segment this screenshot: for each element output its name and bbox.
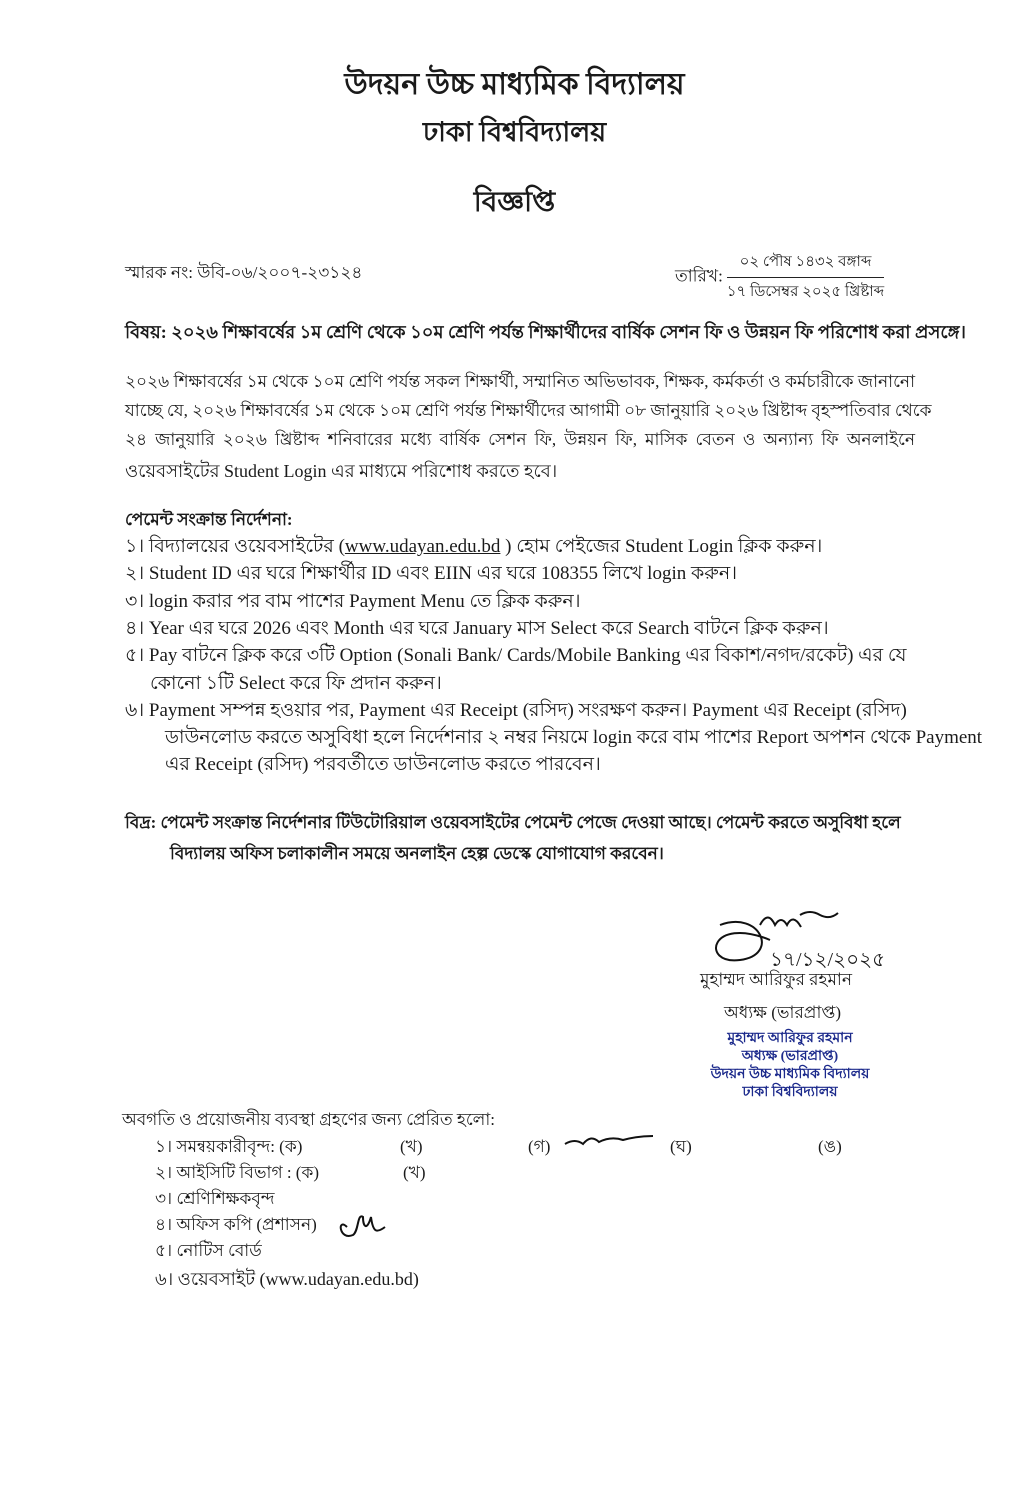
body-line: ২৪ জানুয়ারি ২০২৬ খ্রিষ্টাব্দ শনিবারের মধ্যে বার্ষিক সেশন ফি, উন্নয়ন ফি, মাসিক বেতন ও অন্যান্য ফি অনলাইনে (125, 430, 915, 449)
distribution-row-6: ৬। ওয়েবসাইট (www.udayan.edu.bd) (155, 1269, 419, 1289)
body-line: যাচ্ছে যে, ২০২৬ শিক্ষাবর্ষের ১ম থেকে ১০ম শ্রেণি পর্যন্ত শিক্ষার্থীদের আগামী ০৮ জানুয়ারি ২০২৬ খ্রিষ্টাব্দ বৃহস্পতিবার থেকে (125, 401, 932, 420)
stamp-line: উদয়ন উচ্চ মাধ্যমিক বিদ্যালয় (710, 1067, 870, 1082)
signature-date: ১৭/১২/২০২৫ (770, 949, 886, 971)
dist-ga: (গ) (528, 1137, 551, 1156)
dist-gha: (ঘ) (670, 1137, 692, 1156)
signatory-name: মুহাম্মদ আরিফুর রহমান (700, 970, 852, 989)
official-stamp (680, 1030, 900, 1102)
note-line: বিদ্র: পেমেন্ট সংক্রান্ত নির্দেশনার টিউটোরিয়াল ওয়েবসাইটের পেমেন্ট পেজে দেওয়া আছে। পেমেন্ট করতে অসুবিধা হলে (125, 813, 901, 832)
website-link[interactable]: www.udayan.edu.bd (344, 536, 501, 557)
date-bangla: ০২ পৌষ ১৪৩২ বঙ্গাব্দ (727, 250, 884, 278)
subject: বিষয়: ২০২৬ শিক্ষাবর্ষের ১ম শ্রেণি থেকে ১০ম শ্রেণি পর্যন্ত শিক্ষার্থীদের বার্ষিক সেশন ফি ও উন্নয়ন ফি পরিশোধ করা প্রসঙ্গে। (125, 322, 966, 342)
initial-mark (335, 1205, 395, 1245)
instruction-item-5: ৫। Pay বাটনে ক্লিক করে ৩টি Option (Sonali Bank/ Cards/Mobile Banking এর বিকাশ/নগদ/রকেট) এর যে (125, 645, 907, 666)
dist-umo: (ঙ) (818, 1137, 842, 1156)
instruction-item-6: ৬। Payment সম্পন্ন হওয়ার পর, Payment এর Receipt (রসিদ) সংরক্ষণ করুন। Payment এর Receipt (রসিদ) (125, 700, 907, 721)
dist-kha: (খ) (400, 1137, 423, 1156)
instruction-item-6-cont: এর Receipt (রসিদ) পরবর্তীতে ডাউনলোড করতে পারবেন। (165, 754, 601, 775)
school-name: উদয়ন উচ্চ মাধ্যমিক বিদ্যালয় (344, 68, 685, 101)
instructions-heading: পেমেন্ট সংক্রান্ত নির্দেশনা: (125, 510, 293, 529)
stamp-line: মুহাম্মদ আরিফুর রহমান (727, 1031, 853, 1046)
doc-title: বিজ্ঞপ্তি (473, 187, 556, 218)
item-text: ) হোম পেইজের Student Login ক্লিক করুন। (500, 536, 823, 557)
distribution-row-1: ১। সমন্বয়কারীবৃন্দ: (ক) (155, 1137, 303, 1156)
distribution-row-5: ৫। নোটিস বোর্ড (155, 1241, 262, 1260)
instruction-item-2: ২। Student ID এর ঘরে শিক্ষার্থীর ID এবং EIIN এর ঘরে 108355 লিখে login করুন। (125, 563, 737, 584)
instruction-item-4: ৪। Year এর ঘরে 2026 এবং Month এর ঘরে January মাস Select করে Search বাটনে ক্লিক করুন। (125, 618, 829, 639)
stamp-line: ঢাকা বিশ্ববিদ্যালয় (742, 1085, 838, 1100)
distribution-row-2: ২। আইসিটি বিভাগ : (ক) (155, 1163, 320, 1182)
instruction-item-3: ৩। login করার পর বাম পাশের Payment Menu তে ক্লিক করুন। (125, 591, 581, 612)
signatory-designation: অধ্যক্ষ (ভারপ্রাপ্ত) (724, 1003, 842, 1022)
date-label: তারিখ: (675, 266, 723, 286)
distribution-heading: অবগতি ও প্রয়োজনীয় ব্যবস্থা গ্রহণের জন্য প্রেরিত হলো: (122, 1110, 495, 1129)
initial-mark (560, 1130, 660, 1150)
instruction-item-6-cont: ডাউনলোড করতে অসুবিধা হলে নির্দেশনার ২ নম্বর নিয়মে login করে বাম পাশের Report অপশন থেকে Payment (165, 727, 983, 748)
item-text: ১। বিদ্যালয়ের ওয়েবসাইটের ( (125, 536, 345, 557)
memo-date (675, 250, 884, 305)
stamp-line: অধ্যক্ষ (ভারপ্রাপ্ত) (741, 1049, 839, 1064)
instruction-item-5-cont: কোনো ১টি Select করে ফি প্রদান করুন। (150, 673, 442, 694)
date-fraction (727, 250, 884, 305)
memo-ref: স্মারক নং: উবি-০৬/২০০৭-২৩১২৪ (125, 263, 363, 282)
body-line: ২০২৬ শিক্ষাবর্ষের ১ম থেকে ১০ম শ্রেণি পর্যন্ত সকল শিক্ষার্থী, সম্মানিত অভিভাবক, শিক্ষক, কর্মকর্তা ও কর্মচারীকে জানানো (125, 372, 915, 391)
body-line: ওয়েবসাইটের Student Login এর মাধ্যমে পরিশোধ করতে হবে। (125, 461, 558, 481)
distribution-row-4: ৪। অফিস কপি (প্রশাসন) (155, 1215, 317, 1234)
date-gregorian: ১৭ ডিসেম্বর ২০২৫ খ্রিষ্টাব্দ (726, 284, 885, 300)
dist-kha: (খ) (403, 1163, 426, 1182)
note-line: বিদ্যালয় অফিস চলাকালীন সময়ে অনলাইন হেল্প ডেস্কে যোগাযোগ করবেন। (170, 844, 664, 863)
university-name: ঢাকা বিশ্ববিদ্যালয় (422, 117, 607, 147)
distribution-row-3: ৩। শ্রেণিশিক্ষকবৃন্দ (155, 1189, 275, 1208)
